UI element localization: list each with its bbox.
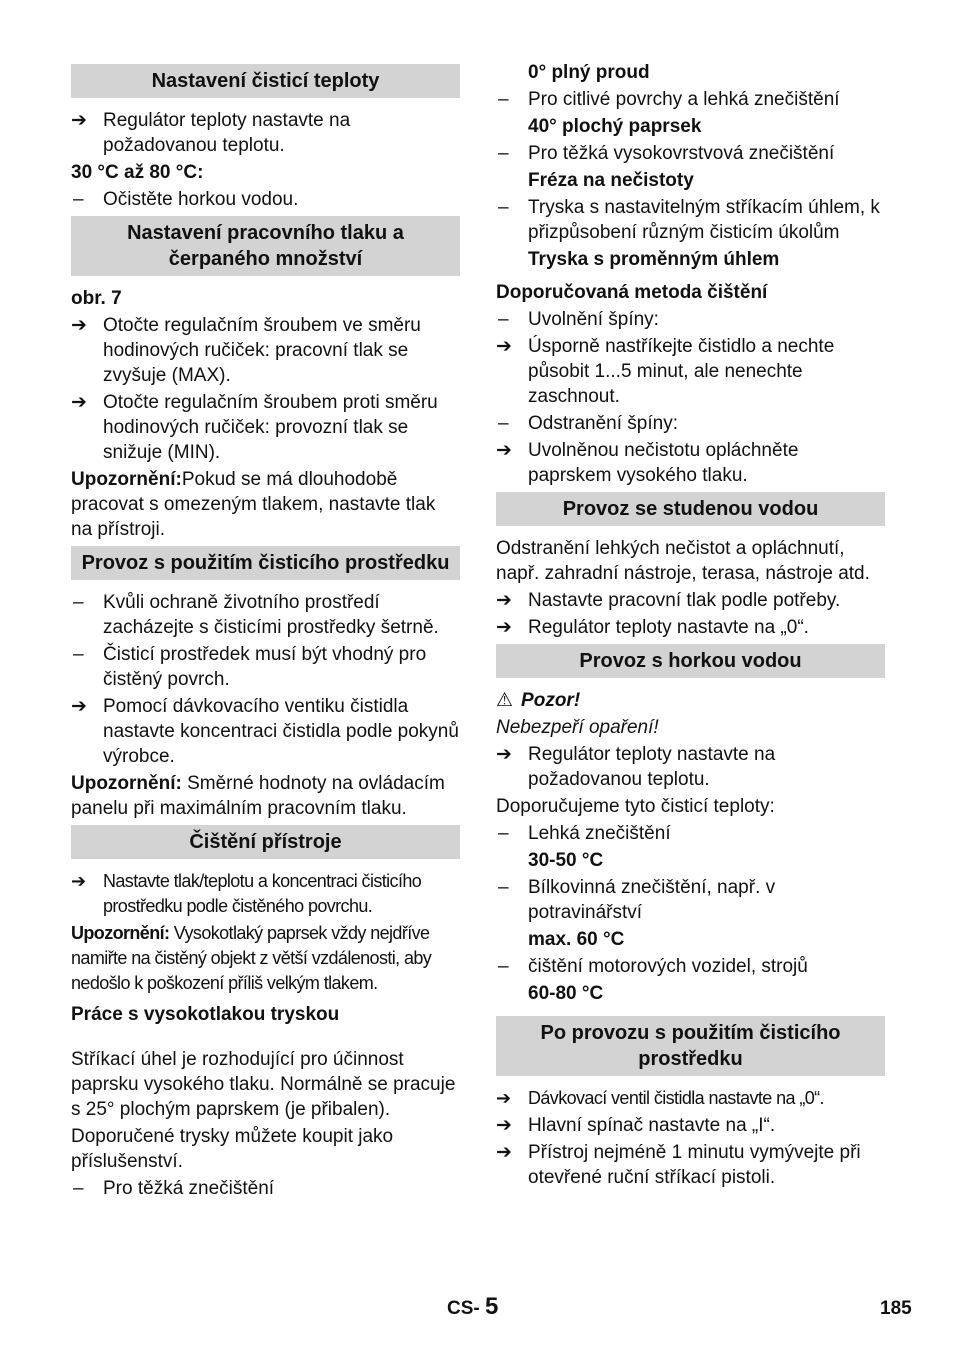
dash-icon: – [498,197,509,218]
dash-icon: – [498,956,509,977]
instruction-item: ➔ Uvolněnou nečistotu opláchněte paprskem vysokého tlaku. [496,440,799,486]
instruction-item: ➔ Přístroj nejméně 1 minutu vymývejte při otevřené ruční stříkací pistoli. [496,1142,861,1188]
instruction-item: ➔ Regulátor teploty nastavte na požadovanou teplotu. [496,744,776,790]
arrow-icon: ➔ [71,110,87,131]
dash-item: – Pro citlivé povrchy a lehká znečištění [498,89,840,110]
dash-icon: – [73,1178,84,1199]
instruction-item: ➔ Regulátor teploty nastavte na požadovanou teplotu. [71,110,351,156]
dash-item: – Čisticí prostředek musí být vhodný pro čistěný povrch. [73,644,427,690]
dash-item: – Pro těžká znečištění [73,1178,275,1199]
instruction-item: ➔ Pomocí dávkovacího ventiku čistidla nastavte koncentraci čistidla podle pokynů výrobce. [71,696,459,767]
nozzle-type: 0° plný proud [528,62,650,83]
arrow-icon: ➔ [496,617,512,638]
instruction-item: ➔ Hlavní spínač nastavte na „I“. [496,1115,776,1136]
arrow-icon: ➔ [496,1142,512,1163]
note: Upozornění:Pokud se má dlouhodobě pracovat s omezeným tlakem, nastavte tlak na přístroji. [71,469,436,540]
warning-icon: ⚠ [496,690,514,711]
dash-icon: – [498,143,509,164]
paragraph: Stříkací úhel je rozhodující pro účinnost paprsku vysokého tlaku. Normálně se pracuje s 25° plochým paprskem (je přibalen). [71,1049,456,1120]
dash-item: – Uvolnění špíny: [498,309,659,330]
instruction-item: ➔ Otočte regulačním šroubem ve směru hodinových ručiček: pracovní tlak se zvyšuje (MAX). [71,315,421,386]
dash-item: – Kvůli ochraně životního prostředí zacházejte s čisticími prostředky šetrně. [73,592,439,638]
page-number: 185 [880,1298,912,1319]
section-heading-pressure: Nastavení pracovního tlaku a čerpaného množství [71,216,460,276]
note: Upozornění: Směrné hodnoty na ovládacím panelu při maximálním pracovním tlaku. [71,773,445,819]
right-column [496,60,885,1192]
temperature-range: 30 °C až 80 °C: [71,162,204,183]
temperature-value: 60-80 °C [528,983,604,1004]
section-heading-after-detergent: Po provozu s použitím čisticího prostředku [496,1016,885,1076]
arrow-icon: ➔ [71,871,86,891]
dash-icon: – [498,309,509,330]
dash-icon: – [73,592,84,613]
section-heading-detergent: Provoz s použitím čisticího prostředku [71,546,460,580]
dash-icon: – [73,644,84,665]
paragraph: Doporučujeme tyto čisticí teploty: [496,796,775,817]
arrow-icon: ➔ [496,1115,512,1136]
nozzle-type: 40° plochý paprsek [528,116,702,137]
instruction-item: ➔ Dávkovací ventil čistidla nastavte na „0“. [496,1086,885,1111]
figure-reference: obr. 7 [71,288,122,309]
arrow-icon: ➔ [496,590,512,611]
subheading-method: Doporučovaná metoda čištění [496,282,768,303]
instruction-item: ➔ Regulátor teploty nastavte na „0“. [496,617,809,638]
arrow-icon: ➔ [496,440,512,461]
section-heading-temperature: Nastavení čisticí teploty [71,64,460,98]
nozzle-type: Fréza na nečistoty [528,170,694,191]
dash-item: – Očistěte horkou vodou. [73,189,299,210]
note: Upozornění: Vysokotlaký paprsek vždy nejdříve namiřte na čistěný objekt z větší vzdálenosti, aby nedošlo k poškození příliš velkým tlakem. [71,923,432,993]
dash-icon: – [498,413,509,434]
dash-item: – Odstranění špíny: [498,413,678,434]
arrow-icon: ➔ [71,392,87,413]
arrow-icon: ➔ [71,315,87,336]
dash-item: – Lehká znečištění [498,823,671,844]
temperature-value: max. 60 °C [528,929,625,950]
arrow-icon: ➔ [71,696,87,717]
nozzle-type: Tryska s proměnným úhlem [528,249,780,270]
dash-item: – Bílkovinná znečištění, např. v potravinářství [498,877,776,923]
arrow-icon: ➔ [496,336,512,357]
dash-icon: – [498,89,509,110]
footer-section-code: CS- 5 [447,1293,499,1320]
instruction-item: ➔ Nastavte pracovní tlak podle potřeby. [496,590,841,611]
subheading-nozzle: Práce s vysokotlakou tryskou [71,1004,340,1025]
dash-icon: – [498,823,509,844]
section-heading-cold-water: Provoz se studenou vodou [496,492,885,526]
arrow-icon: ➔ [496,744,512,765]
left-column [71,60,460,1203]
warning-title: ⚠ Pozor! [496,690,581,711]
dash-icon: – [73,189,84,210]
section-heading-cleaning: Čištění přístroje [71,825,460,859]
dash-item: – čištění motorových vozidel, strojů [498,956,808,977]
dash-item: – Pro těžká vysokovrstvová znečištění [498,143,835,164]
section-heading-hot-water: Provoz s horkou vodou [496,644,885,678]
instruction-item: ➔ Otočte regulačním šroubem proti směru hodinových ručiček: provozní tlak se snižuje (MIN). [71,392,438,463]
warning-text: Nebezpeří opaření! [496,717,659,738]
paragraph: Odstranění lehkých nečistot a opláchnutí, např. zahradní nástroje, terasa, nástroje atd. [496,538,870,584]
dash-icon: – [498,877,509,898]
instruction-item: ➔ Úsporně nastříkejte čistidlo a nechte působit 1...5 minut, ale nenechte zaschnout. [496,336,835,407]
temperature-value: 30-50 °C [528,850,604,871]
paragraph: Doporučené trysky můžete koupit jako příslušenství. [71,1126,394,1172]
instruction-item: ➔ Nastavte tlak/teplotu a koncentraci čisticího prostředku podle čistěného povrchu. [71,871,422,916]
arrow-icon: ➔ [496,1088,511,1108]
dash-item: – Tryska s nastavitelným stříkacím úhlem, k přizpůsobení různým čisticím úkolům [498,197,880,243]
